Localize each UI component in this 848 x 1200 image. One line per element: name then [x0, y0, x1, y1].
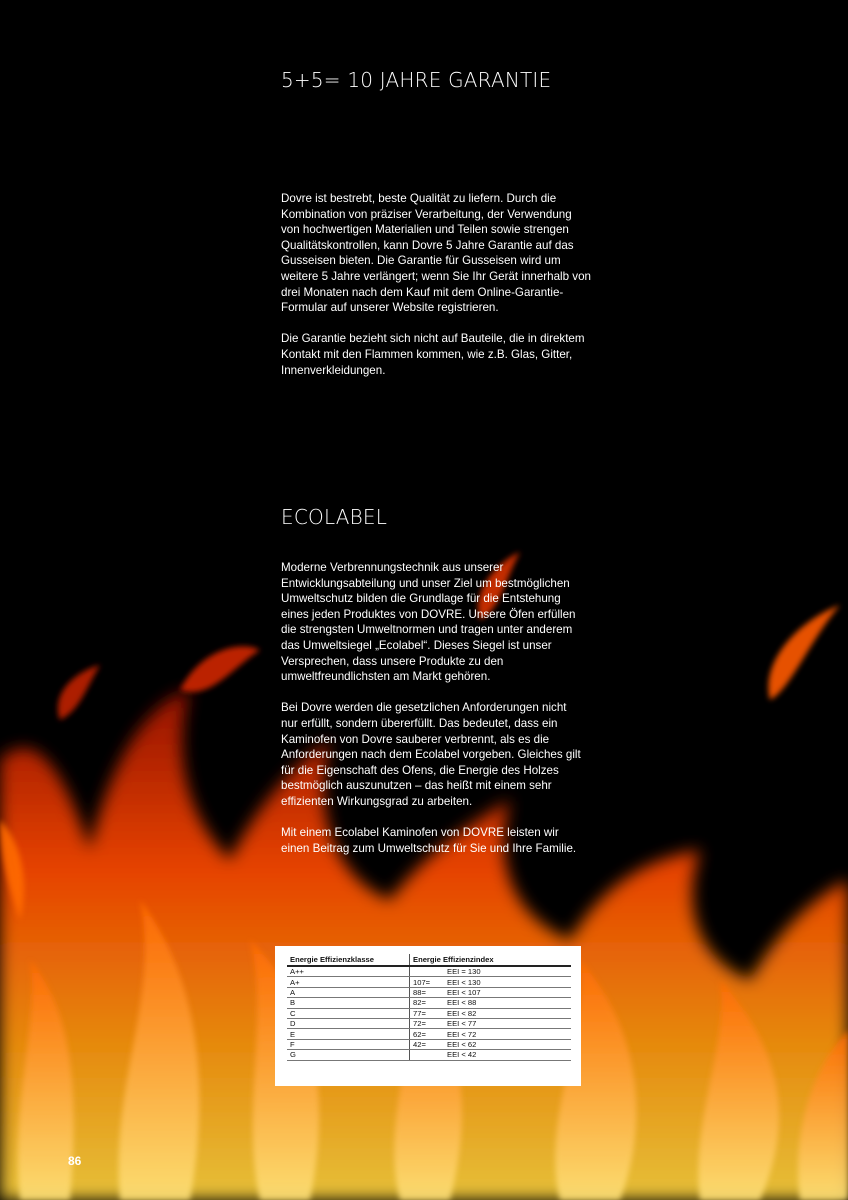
row-index	[410, 966, 572, 977]
row-index-lower: 72=	[413, 1019, 426, 1029]
row-class: G	[287, 1050, 410, 1060]
row-index-lower: 88=	[413, 987, 426, 997]
row-index-lower: 107=	[413, 977, 431, 987]
row-index	[410, 1029, 572, 1039]
table-row	[287, 966, 571, 977]
row-index-lower: 82=	[413, 998, 426, 1008]
row-index-range: EEI < 77	[447, 1019, 477, 1029]
header-efficiency-class: Energie Effizienzklasse	[287, 954, 410, 966]
ecolabel-paragraph-3: Mit einem Ecolabel Kaminofen von DOVRE leisten wir einen Beitrag zum Umweltschutz für Sie und Ihre Familie.	[281, 826, 577, 855]
row-index-range: EEI < 42	[447, 1050, 477, 1060]
row-index-lower: 77=	[413, 1008, 426, 1018]
table-row	[287, 1039, 571, 1049]
row-index	[410, 977, 572, 987]
table-row	[287, 977, 571, 987]
row-index	[410, 1050, 572, 1060]
ecolabel-text	[281, 560, 581, 872]
row-index	[410, 987, 572, 997]
row-class: F	[287, 1039, 410, 1049]
table-row	[287, 1008, 571, 1018]
row-index-range: EEI < 82	[447, 1008, 477, 1018]
row-class: D	[287, 1018, 410, 1028]
row-index-lower: 62=	[413, 1029, 426, 1039]
row-index-range: EEI < 107	[447, 987, 481, 997]
row-index	[410, 1039, 572, 1049]
garantie-paragraph-1: Dovre ist bestrebt, beste Qualität zu liefern. Durch die Kombination von präziser Verarbeitung, der Verwendung von hochwertigen Materialien und Teilen sowie strengen Qualitätskontrollen, kann Dovre 5 Jahre Garantie auf das Gusseisen bieten. Die Garantie für Gusseisen wird um weitere 5 Jahre verlängert; wenn Sie Ihr Gerät innerhalb von drei Monaten nach dem Kauf mit dem Online-Garantie-Formular auf unserer Website registrieren.	[281, 192, 591, 315]
energy-efficiency-table-panel	[275, 946, 581, 1086]
header-efficiency-index: Energie Effizienzindex	[410, 954, 572, 966]
page-number: 86	[68, 1154, 82, 1168]
garantie-heading: 5+5= 10 JAHRE GARANTIE	[281, 68, 552, 92]
row-index-range: EEI < 62	[447, 1039, 477, 1049]
table-row	[287, 1018, 571, 1028]
row-class: A+	[287, 977, 410, 987]
row-class: C	[287, 1008, 410, 1018]
row-class: A	[287, 987, 410, 997]
energy-efficiency-table	[287, 954, 571, 1061]
row-index-range: EEI < 130	[447, 977, 481, 987]
row-index	[410, 998, 572, 1008]
row-index-range: EEI < 88	[447, 998, 477, 1008]
row-class: B	[287, 998, 410, 1008]
table-row	[287, 1050, 571, 1060]
row-index-lower: 42=	[413, 1039, 426, 1049]
row-class: A++	[287, 966, 410, 977]
row-index	[410, 1018, 572, 1028]
ecolabel-heading: ECOLABEL	[281, 505, 388, 529]
table-row	[287, 987, 571, 997]
ecolabel-paragraph-1: Moderne Verbrennungstechnik aus unserer Entwicklungsabteilung und unser Ziel um bestmöglichen Umweltschutz bilden die Grundlage für die Entstehung eines jeden Produktes von DOVRE. Unsere Öfen erfüllen die strengsten Umweltnormen und tragen unter anderem das Umweltsiegel „Ecolabel“. Dieses Siegel ist unser Versprechen, dass unsere Produkte zu den umweltfreundlichsten am Markt gehören.	[281, 561, 576, 684]
garantie-paragraph-2: Die Garantie bezieht sich nicht auf Bauteile, die in direktem Kontakt mit den Flammen kommen, wie z.B. Glas, Gitter, Innenverkleidungen.	[281, 332, 585, 377]
ecolabel-paragraph-2: Bei Dovre werden die gesetzlichen Anforderungen nicht nur erfüllt, sondern übererfüllt. Das bedeutet, dass ein Kaminofen von Dovre sauberer verbrennt, als es die Anforderungen nach dem Ecolabel vorgeben. Gleiches gilt für die Eigenschaft des Ofens, die Energie des Holzes bestmöglich auszunutzen – das heißt mit einem sehr effizienten Wirkungsgrad zu arbeiten.	[281, 701, 581, 808]
row-index-range: EEI < 72	[447, 1029, 477, 1039]
table-row	[287, 998, 571, 1008]
row-index	[410, 1008, 572, 1018]
table-header-row	[287, 954, 571, 966]
table-row	[287, 1029, 571, 1039]
row-index-range: EEI = 130	[447, 967, 481, 977]
garantie-text	[281, 191, 591, 394]
row-class: E	[287, 1029, 410, 1039]
